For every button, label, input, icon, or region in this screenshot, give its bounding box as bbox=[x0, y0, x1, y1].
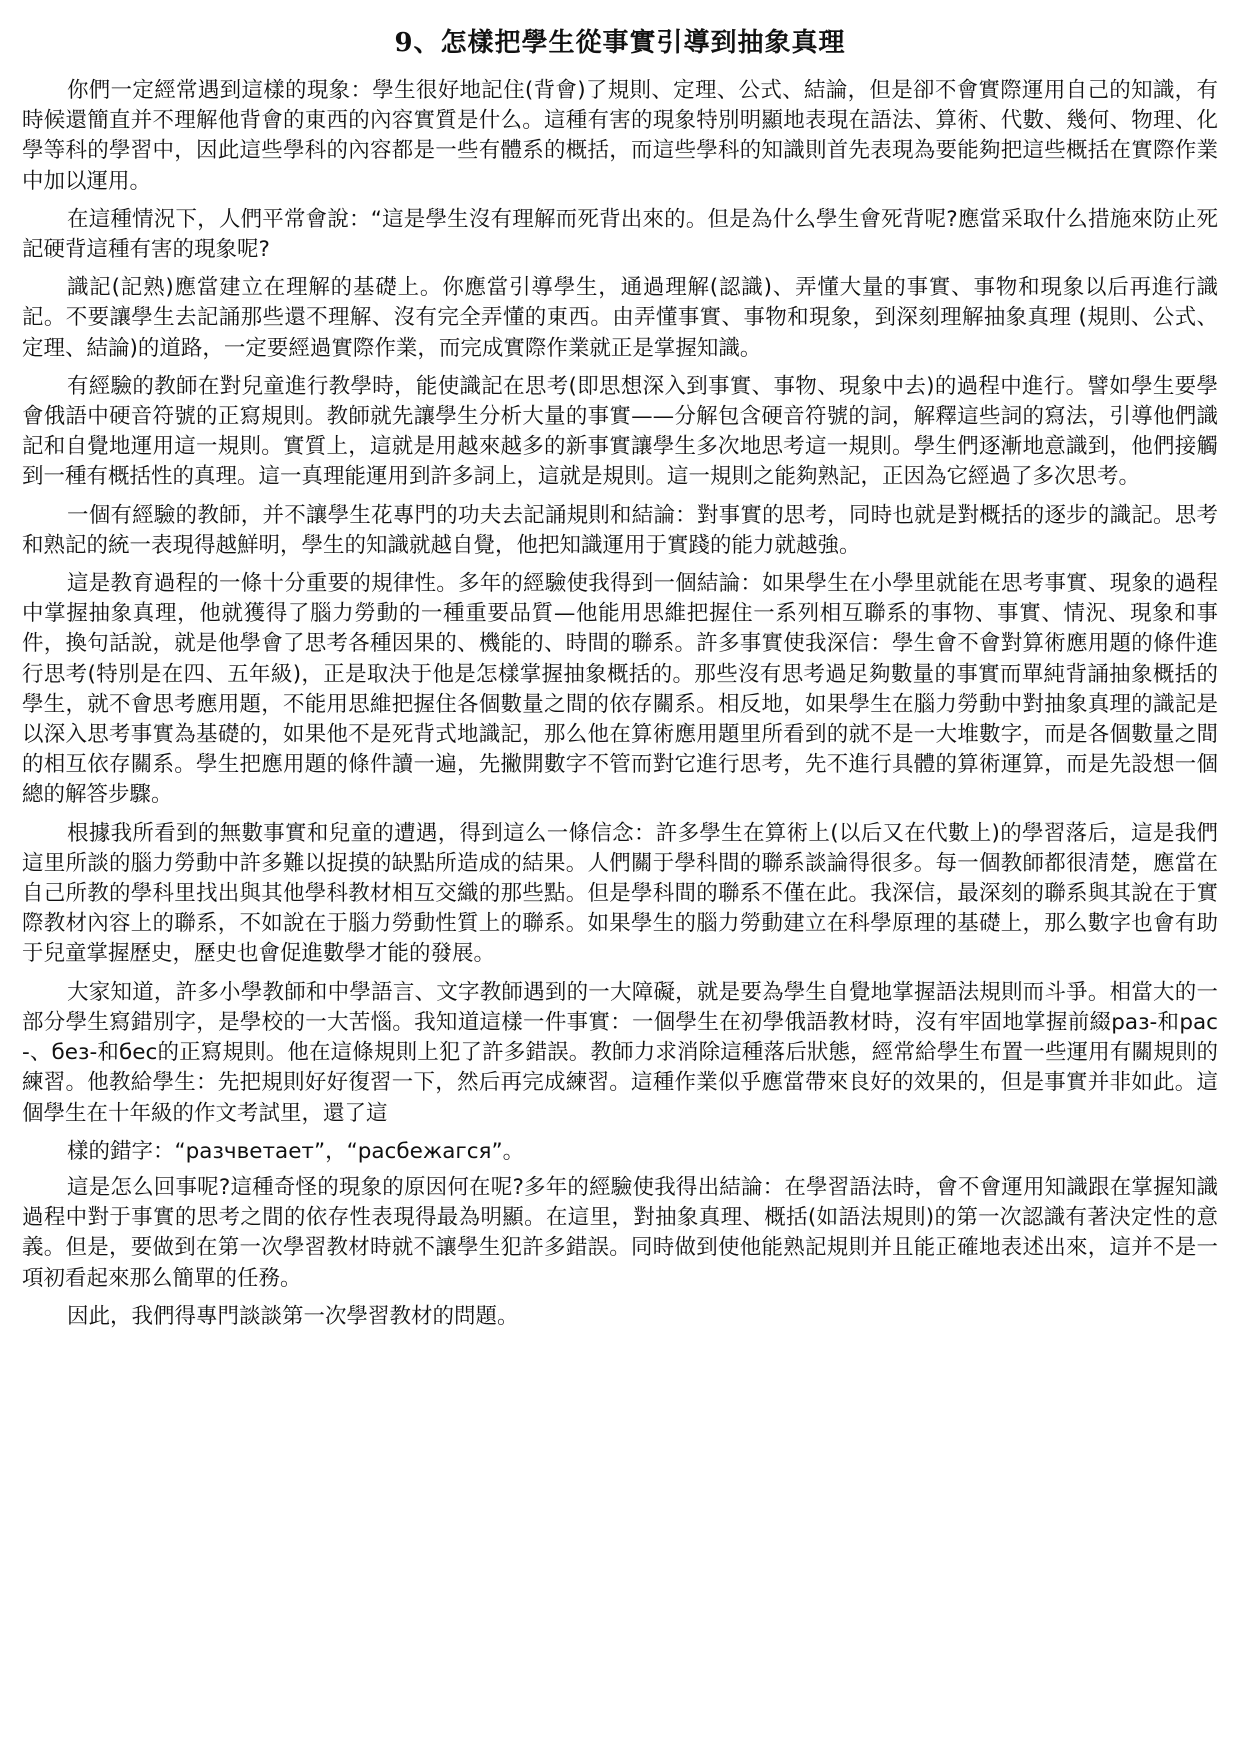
page-title: 9、怎樣把學生從事實引導到抽象真理 bbox=[394, 28, 846, 58]
paragraph: 因此，我們得專門談談第一次學習教材的問題。 bbox=[67, 1303, 519, 1329]
paragraph: 這是怎么回事呢?這種奇怪的現象的原因何在呢?多年的經驗使我得出結論：在學習語法時，會不會運用知識跟在掌握知識過程中對于事實的思考之間的依存性表現得最為明顯。在這里，對抽象真理、概括(如語法規則)的第一次認識有著決定性的意義。但是，要做到在第一次學習教材時就不讓學生犯許多錯誤。同時做到使他能熟記規則并且能正確地表述出來，這并不是一項初看起來那么簡單的任務。 bbox=[22, 1174, 1218, 1291]
paragraph: 大家知道，許多小學教師和中學語言、文字教師遇到的一大障礙，就是要為學生自覺地掌握語法規則而斗爭。相當大的一部分學生寫錯別字，是學校的一大苦惱。我知道這樣一件事實：一個學生在初學俄語教材時，沒有牢固地掌握前綴раз-和рас-、без-和бес的正寫規則。他在這條規則上犯了許多錯誤。教師力求消除這種落后狀態，經常給學生布置一些運用有關規則的練習。他教給學生：先把規則好好復習一下，然后再完成練習。這種作業似乎應當帶來良好的效果的，但是事實并非如此。這個學生在十年級的作文考試里，還了這 bbox=[22, 979, 1218, 1126]
paragraph: 這是教育過程的一條十分重要的規律性。多年的經驗使我得到一個結論：如果學生在小學里就能在思考事實、現象的過程中掌握抽象真理，他就獲得了腦力勞動的一種重要品質—他能用思維把握住一系列相互聯系的事物、事實、情況、現象和事件，換句話說，就是他學會了思考各種因果的、機能的、時間的聯系。許多事實使我深信：學生會不會對算術應用題的條件進行思考(特別是在四、五年級)，正是取決于他是怎樣掌握抽象概括的。那些沒有思考過足夠數量的事實而單純背誦抽象概括的學生，就不會思考應用題，不能用思維把握住各個數量之間的依存關系。相反地，如果學生在腦力勞動中對抽象真理的識記是以深入思考事實為基礎的，如果他不是死背式地識記，那么他在算術應用題里所看到的就不是一大堆數字，而是各個數量之間的相互依存關系。學生把應用題的條件讀一遍，先撇開數字不管而對它進行思考，先不進行具體的算術運算，而是先設想一個總的解答步驟。 bbox=[22, 571, 1218, 808]
paragraph: 在這種情況下，人們平常會說：“這是學生沒有理解而死背出來的。但是為什么學生會死背呢?應當采取什么措施來防止死記硬背這種有害的現象呢? bbox=[22, 206, 1218, 263]
paragraph: 樣的錯字：“разчветает”，“расбежагся”。 bbox=[67, 1138, 525, 1164]
paragraph: 根據我所看到的無數事實和兒童的遭遇，得到這么一條信念：許多學生在算術上(以后又在代數上)的學習落后，這是我們這里所談的腦力勞動中許多難以捉摸的缺點所造成的結果。人們關于學科間的聯系談論得很多。每一個教師都很清楚，應當在自己所教的學科里找出與其他學科教材相互交織的那些點。但是學科間的聯系不僅在此。我深信，最深刻的聯系與其說在于實際教材內容上的聯系，不如說在于腦力勞動性質上的聯系。如果學生的腦力勞動建立在科學原理的基礎上，那么數字也會有助于兒童掌握歷史，歷史也會促進數學才能的發展。 bbox=[22, 820, 1218, 967]
document-body bbox=[22, 76, 1218, 1332]
paragraph: 識記(記熟)應當建立在理解的基礎上。你應當引導學生，通過理解(認識)、弄懂大量的事實、事物和現象以后再進行識記。不要讓學生去記誦那些還不理解、沒有完全弄懂的東西。由弄懂事實、事物和現象，到深刻理解抽象真理 (規則、公式、定理、結論)的道路，一定要經過實際作業，而完成實際作業就正是掌握知識。 bbox=[22, 275, 1218, 361]
paragraph: 有經驗的教師在對兒童進行教學時，能使識記在思考(即思想深入到事實、事物、現象中去)的過程中進行。譬如學生要學會俄語中硬音符號的正寫規則。教師就先讓學生分析大量的事實——分解包含硬音符號的詞，解釋這些詞的寫法，引導他們識記和自覺地運用這一規則。實質上，這就是用越來越多的新事實讓學生多次地思考這一規則。學生們逐漸地意識到，他們接觸到一種有概括性的真理。這一真理能運用到許多詞上，這就是規則。這一規則之能夠熟記，正因為它經過了多次思考。 bbox=[22, 373, 1218, 490]
paragraph: 一個有經驗的教師，并不讓學生花專門的功夫去記誦規則和結論：對事實的思考，同時也就是對概括的逐步的識記。思考和熟記的統一表現得越鮮明，學生的知識就越自覺，他把知識運用于實踐的能力就越強。 bbox=[22, 502, 1218, 558]
paragraph: 你們一定經常遇到這樣的現象：學生很好地記住(背會)了規則、定理、公式、結論，但是卻不會實際運用自己的知識，有時候還簡直并不理解他背會的東西的內容實質是什么。這種有害的現象特別明顯地表現在語法、算術、代數、幾何、物理、化學等科的學習中，因此這些學科的內容都是一些有體系的概括，而這些學科的知識則首先表現為要能夠把這些概括在實際作業中加以運用。 bbox=[22, 78, 1218, 194]
